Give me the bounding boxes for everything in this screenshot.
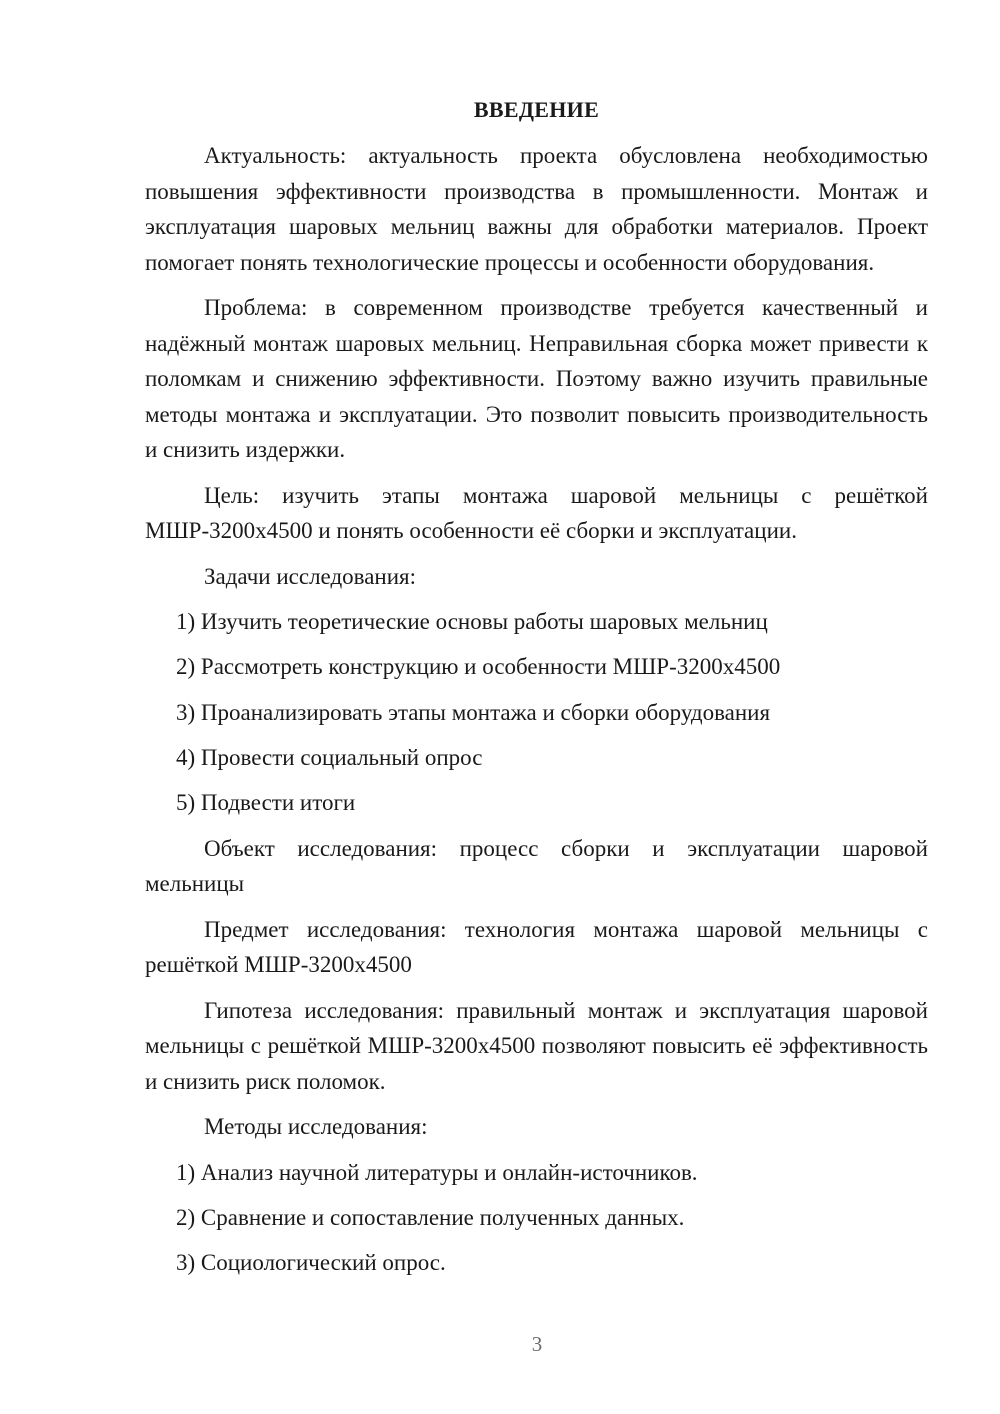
paragraph-relevance: Актуальность: актуальность проекта обусловлена необходимостью повышения эффективности производства в промышленности. Монтаж и эксплуатация шаровых мельниц важны для обработки материалов. Проект помогает понять технологические процессы и особенности оборудования. <box>145 143 928 275</box>
page-content <box>145 92 928 1291</box>
paragraph-object: Объект исследования: процесс сборки и эксплуатации шаровой мельницы <box>145 835 928 897</box>
list-item: 1) Анализ научной литературы и онлайн-источников. <box>176 1159 698 1185</box>
paragraph-problem: Проблема: в современном производстве требуется качественный и надёжный монтаж шаровых мельниц. Неправильная сборка может привести к поломкам и снижению эффективности. Поэтому важно изучить правильные методы монтажа и эксплуатации. Это позволит повысить производительность и снизить издержки. <box>145 295 928 462</box>
page-title: ВВЕДЕНИЕ <box>473 97 600 122</box>
list-item: 3) Проанализировать этапы монтажа и сборки оборудования <box>176 699 771 725</box>
list-item: 1) Изучить теоретические основы работы шаровых мельниц <box>176 609 768 634</box>
paragraph-hypothesis: Гипотеза исследования: правильный монтаж и эксплуатация шаровой мельницы с решёткой МШР-3200х4500 позволяют повысить её эффективность и снизить риск поломок. <box>145 997 928 1094</box>
paragraph-goal: Цель: изучить этапы монтажа шаровой мельницы с решёткой МШР-3200х4500 и понять особенности её сборки и эксплуатации. <box>145 482 928 543</box>
page-number: 3 <box>531 1332 543 1356</box>
tasks-label: Задачи исследования: <box>204 563 417 589</box>
tasks-list <box>145 604 928 821</box>
paragraph-subject: Предмет исследования: технология монтажа шаровой мельницы с решёткой МШР-3200х4500 <box>145 916 928 978</box>
list-item: 5) Подвести итоги <box>176 790 356 816</box>
list-item: 2) Рассмотреть конструкцию и особенности МШР-3200х4500 <box>176 654 781 680</box>
list-item: 3) Социологический опрос. <box>176 1250 446 1276</box>
methods-label: Методы исследования: <box>204 1114 428 1140</box>
list-item: 2) Сравнение и сопоставление полученных данных. <box>176 1204 685 1230</box>
list-item: 4) Провести социальный опрос <box>176 744 483 770</box>
methods-list <box>145 1155 928 1281</box>
